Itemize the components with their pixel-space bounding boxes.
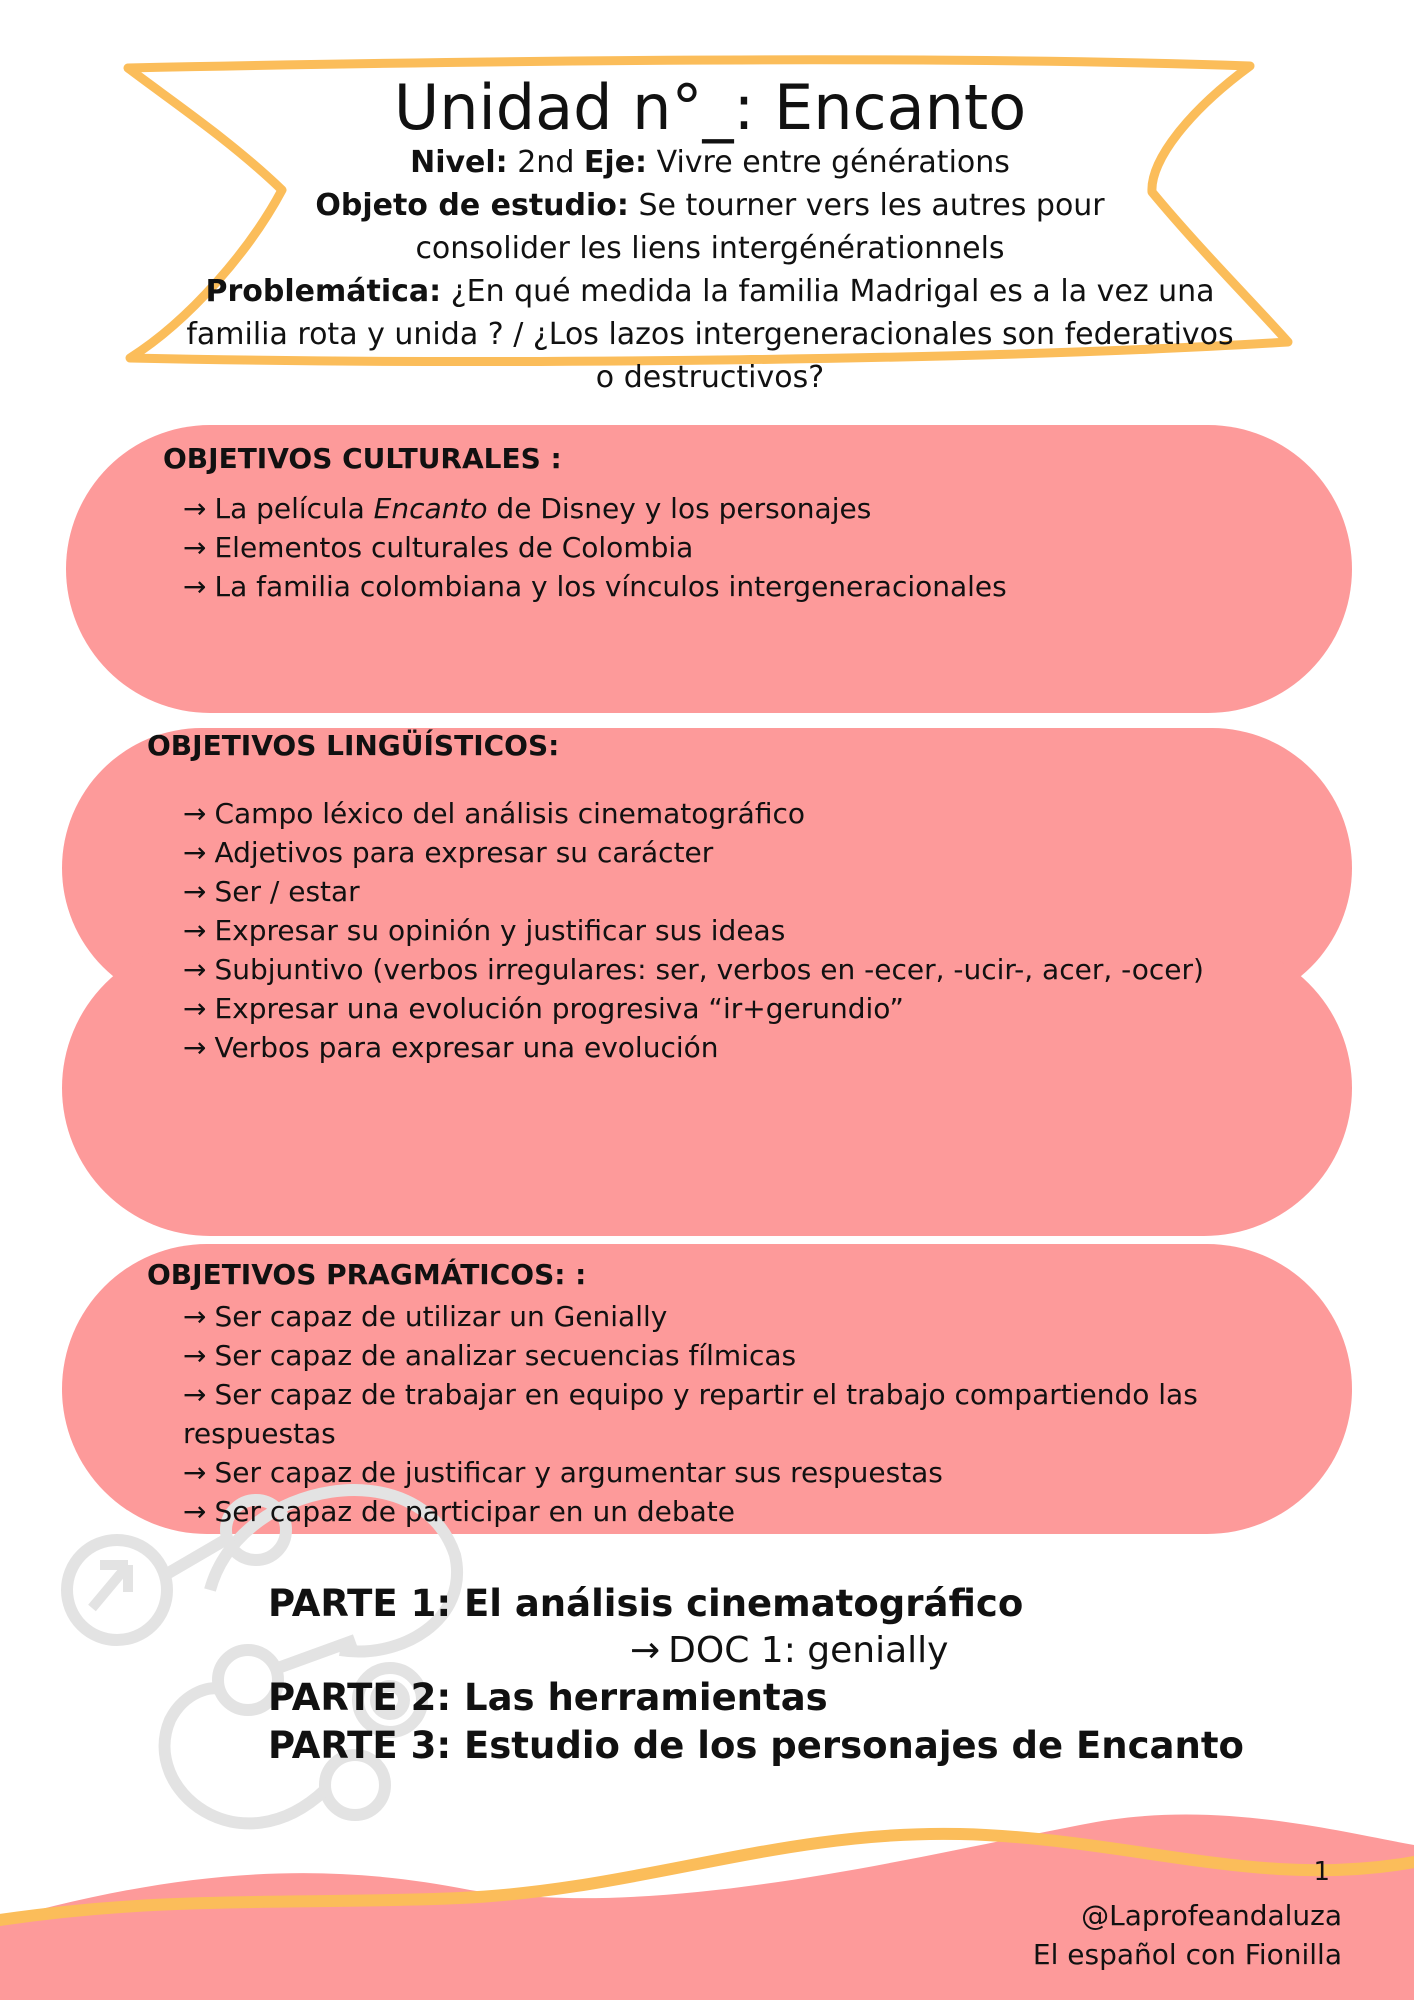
culturales-title: OBJETIVOS CULTURALES :: [163, 442, 562, 475]
list-item: → Ser capaz de analizar secuencias fílmicas: [183, 1339, 797, 1372]
culturales-list: [183, 489, 1293, 606]
problematica-value-1: ¿En qué medida la familia Madrigal es a la vez una: [450, 274, 1215, 309]
arrow-icon: →: [183, 1300, 207, 1333]
part-3-heading: PARTE 3: Estudio de los personajes de Encanto: [268, 1724, 1244, 1767]
list-item: → Ser / estar: [183, 875, 360, 908]
arrow-icon: →: [183, 914, 207, 947]
list-item: → Subjuntivo (verbos irregulares: ser, verbos en -ecer, -ucir-, acer, -ocer): [183, 953, 1204, 986]
linguisticos-section: [147, 728, 1347, 1067]
list-item: → Campo léxico del análisis cinematográfico: [183, 797, 805, 830]
problematica-line-2: familia rota y unida ? / ¿Los lazos intergeneracionales son federativos: [186, 317, 1234, 352]
list-item: → Ser capaz de justificar y argumentar sus respuestas: [183, 1456, 943, 1489]
list-item: → Expresar una evolución progresiva “ir+gerundio”: [183, 992, 904, 1025]
list-item: → La película Encanto de Disney y los personajes: [183, 492, 872, 525]
objeto-line: [120, 184, 1300, 227]
eje-value: Vivre entre générations: [656, 145, 1010, 180]
author-handle: @Laprofeandaluza: [1081, 1899, 1342, 1932]
arrow-icon: →: [183, 1456, 207, 1489]
film-title: Encanto: [373, 492, 488, 525]
linguisticos-list: [183, 794, 1347, 1067]
arrow-icon: →: [183, 953, 207, 986]
list-item: → La familia colombiana y los vínculos intergeneracionales: [183, 570, 1007, 603]
pragmaticos-section: [147, 1257, 1267, 1531]
list-item: → Adjetivos para expresar su carácter: [183, 836, 714, 869]
nivel-value: 2nd: [517, 145, 575, 180]
parts-block: [268, 1580, 1268, 1770]
arrow-icon: →: [183, 992, 207, 1025]
header-block: [120, 71, 1300, 399]
page-number: 1: [1313, 1857, 1330, 1887]
part-1-heading: PARTE 1: El análisis cinematográfico: [268, 1582, 1024, 1625]
list-item: → Ser capaz de trabajar en equipo y repartir el trabajo compartiendo las respuestas: [183, 1378, 1198, 1450]
arrow-icon: →: [630, 1630, 661, 1671]
nivel-label: Nivel:: [410, 145, 508, 180]
list-item: → Elementos culturales de Colombia: [183, 531, 694, 564]
arrow-icon: →: [183, 570, 207, 603]
list-item: → Verbos para expresar una evolución: [183, 1031, 719, 1064]
culturales-section: [163, 441, 1293, 606]
brand-name: El español con Fionilla: [1032, 1938, 1342, 1971]
list-item: → Ser capaz de utilizar un Genially: [183, 1300, 668, 1333]
arrow-icon: →: [183, 531, 207, 564]
arrow-icon: →: [183, 797, 207, 830]
part-2-heading: PARTE 2: Las herramientas: [268, 1676, 828, 1719]
nivel-eje-line: [120, 141, 1300, 184]
pragmaticos-list: [183, 1297, 1267, 1531]
pragmaticos-title: OBJETIVOS PRAGMÁTICOS: :: [147, 1258, 587, 1291]
problematica-line-3: o destructivos?: [595, 360, 825, 395]
arrow-icon: →: [183, 492, 207, 525]
arrow-icon: →: [183, 1378, 207, 1411]
arrow-icon: →: [183, 836, 207, 869]
linguisticos-title: OBJETIVOS LINGÜÍSTICOS:: [147, 729, 560, 762]
footer-block: [1033, 1896, 1342, 1974]
objeto-value-1: Se tourner vers les autres pour: [638, 188, 1105, 223]
doc-1-line: → DOC 1: genially: [630, 1630, 949, 1671]
objeto-line-2: consolider les liens intergénérationnels: [415, 231, 1005, 266]
page-title: Unidad n°_: Encanto: [393, 71, 1027, 144]
arrow-icon: →: [183, 1339, 207, 1372]
eje-label: Eje:: [583, 145, 648, 180]
arrow-icon: →: [183, 875, 207, 908]
list-item: → Expresar su opinión y justificar sus ideas: [183, 914, 786, 947]
arrow-icon: →: [183, 1031, 207, 1064]
arrow-icon: →: [183, 1495, 207, 1528]
problematica-line: [120, 270, 1300, 313]
problematica-label: Problemática:: [205, 274, 442, 309]
objeto-label: Objeto de estudio:: [315, 188, 629, 223]
list-item: → Ser capaz de participar en un debate: [183, 1495, 735, 1528]
